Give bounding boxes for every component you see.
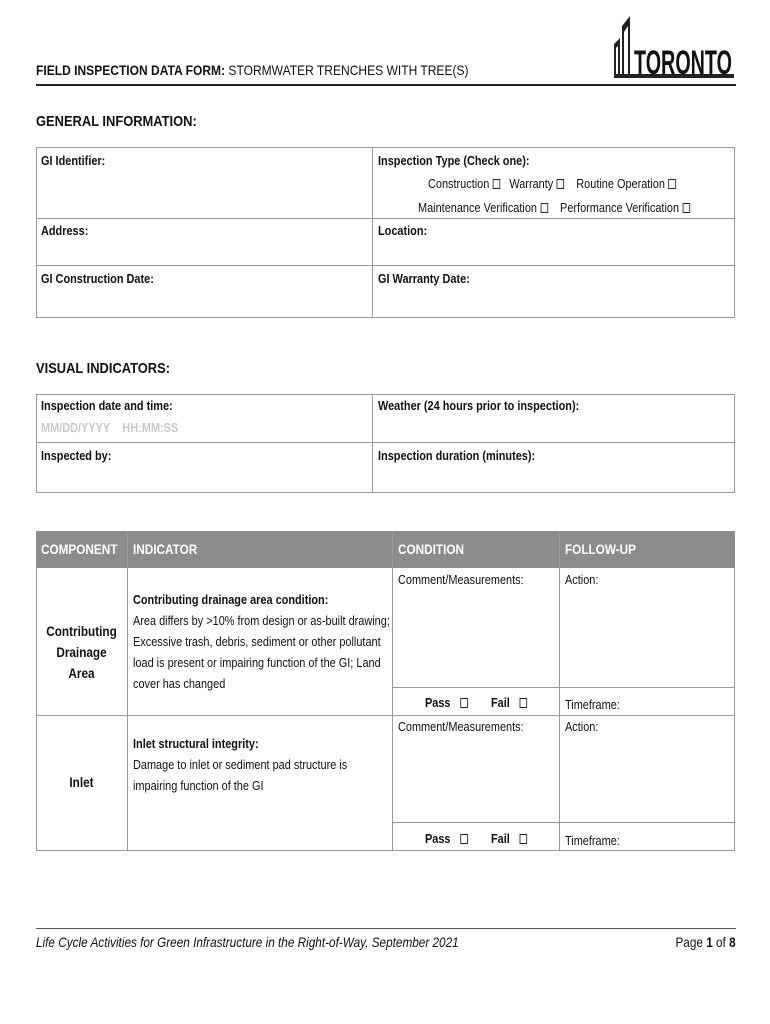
checkbox-icon[interactable] (519, 698, 527, 708)
fail-checkbox[interactable] (491, 695, 527, 710)
option-maintenance-verification[interactable] (418, 200, 548, 215)
inspection-options-row2 (418, 200, 690, 215)
indicator-line: load is present or impairing function of the GI; Land (133, 655, 381, 670)
visual-row-line (36, 442, 735, 443)
time-placeholder: HH:MM:SS (122, 420, 179, 435)
general-divider (372, 147, 373, 318)
date-time-input[interactable] (41, 420, 178, 435)
form-title-bold: FIELD INSPECTION DATA FORM: (36, 62, 226, 78)
page-total: 8 (729, 934, 736, 950)
toronto-logo (612, 14, 736, 82)
page-of: of (713, 934, 730, 950)
inspected-by-label: Inspected by: (41, 448, 112, 463)
general-row-line-2 (36, 265, 735, 266)
action-label: Action: (565, 572, 599, 587)
construction-date-label: GI Construction Date: (41, 271, 154, 286)
general-heading: GENERAL INFORMATION: (36, 113, 197, 130)
form-title-rest: STORMWATER TRENCHES WITH TREE(S) (225, 62, 469, 78)
indicator-line: Area differs by >10% from design or as-built drawing; (133, 613, 390, 628)
inspection-options-row1 (428, 176, 676, 191)
pass-label: Pass (425, 831, 451, 846)
weather-label: Weather (24 hours prior to inspection): (378, 398, 580, 413)
checkbox-icon[interactable] (668, 179, 676, 189)
header-rule (36, 84, 736, 86)
col-line-1 (127, 531, 128, 851)
pass-checkbox[interactable] (425, 695, 468, 710)
indicator-contributing-drainage (133, 589, 390, 694)
comment-measurements-label: Comment/Measurements: (398, 719, 524, 734)
indicator-title: Contributing drainage area condition: (133, 592, 329, 607)
timeframe-label: Timeframe: (565, 697, 620, 712)
visual-divider (372, 394, 373, 493)
option-label: Performance Verification (560, 200, 680, 215)
checkbox-icon[interactable] (460, 698, 468, 708)
option-label: Maintenance Verification (418, 200, 537, 215)
form-title (36, 62, 469, 78)
page-prefix: Page (675, 934, 707, 950)
option-label: Warranty (509, 176, 554, 191)
option-label: Routine Operation (576, 176, 665, 191)
row1-pass-line (392, 687, 735, 688)
fail-label: Fail (491, 695, 510, 710)
option-label: Construction (428, 176, 490, 191)
indicator-line: impairing function of the GI (133, 778, 264, 793)
timeframe-label: Timeframe: (565, 833, 620, 848)
pass-label: Pass (425, 695, 451, 710)
visual-heading: VISUAL INDICATORS: (36, 360, 171, 377)
indicator-line: Excessive trash, debris, sediment or other pollutant (133, 634, 381, 649)
checkbox-icon[interactable] (493, 179, 501, 189)
general-row-line-1 (36, 218, 735, 219)
fail-checkbox[interactable] (491, 831, 527, 846)
header-follow-up: FOLLOW-UP (565, 541, 636, 557)
address-label: Address: (41, 223, 89, 238)
component-inlet (43, 772, 119, 793)
location-label: Location: (378, 223, 428, 238)
date-placeholder: MM/DD/YYYY (41, 420, 111, 435)
page-current: 1 (706, 934, 714, 950)
page-number (676, 934, 736, 950)
header-condition: CONDITION (398, 541, 464, 557)
checkbox-icon[interactable] (519, 834, 527, 844)
row-divider (36, 715, 735, 716)
col-line-2 (392, 531, 393, 851)
checkbox-icon[interactable] (557, 179, 565, 189)
option-warranty[interactable] (509, 176, 564, 191)
header-indicator: INDICATOR (133, 541, 198, 557)
option-performance-verification[interactable] (560, 200, 690, 215)
header-component: COMPONENT (41, 541, 118, 557)
component-contributing-drainage-area (43, 621, 119, 684)
gi-identifier-label: GI Identifier: (41, 153, 106, 168)
indicator-inlet-integrity (133, 733, 347, 796)
checkbox-icon[interactable] (540, 203, 548, 213)
inspection-date-time-label: Inspection date and time: (41, 398, 173, 413)
footer-document-title: Life Cycle Activities for Green Infrastructure in the Right-of-Way, September 2021 (36, 934, 459, 950)
row2-pass-line (392, 822, 735, 823)
indicator-line: Damage to inlet or sediment pad structure is (133, 757, 348, 772)
inspection-duration-label: Inspection duration (minutes): (378, 448, 536, 463)
checkbox-icon[interactable] (460, 834, 468, 844)
fail-label: Fail (491, 831, 510, 846)
checkbox-icon[interactable] (682, 203, 690, 213)
col-line-3 (559, 531, 560, 851)
inspection-type-label: Inspection Type (Check one): (378, 153, 530, 168)
comment-measurements-label: Comment/Measurements: (398, 572, 524, 587)
indicator-line: cover has changed (133, 676, 226, 691)
component-line: Drainage Area (56, 644, 107, 681)
indicator-title: Inlet structural integrity: (133, 736, 259, 751)
pass-checkbox[interactable] (425, 831, 468, 846)
logo-text: TORONTO (634, 44, 732, 82)
component-line: Inlet (69, 774, 94, 790)
component-line: Contributing (46, 623, 117, 639)
option-routine-operation[interactable] (576, 176, 676, 191)
warranty-date-label: GI Warranty Date: (378, 271, 470, 286)
option-construction[interactable] (428, 176, 500, 191)
footer-rule (36, 928, 736, 929)
action-label: Action: (565, 719, 599, 734)
